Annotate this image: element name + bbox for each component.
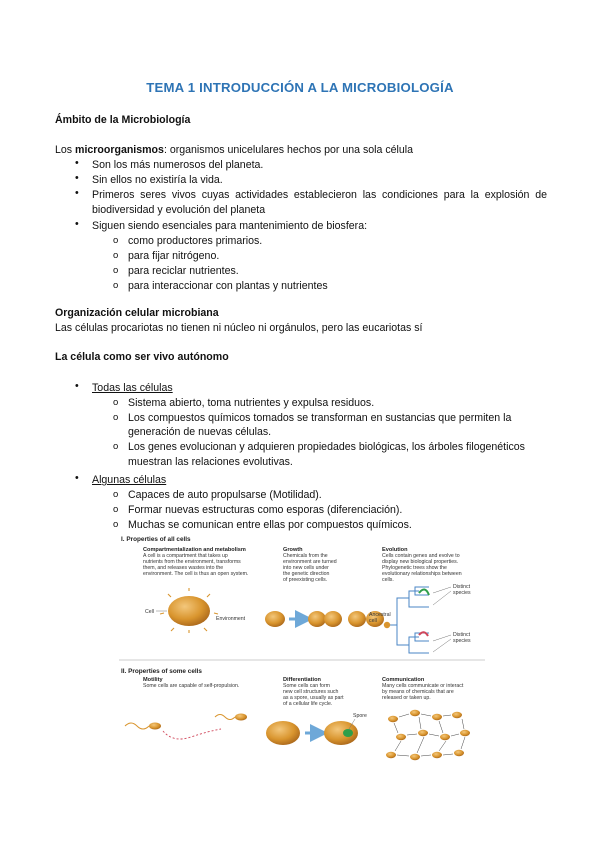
sub-item: para fijar nitrógeno. (128, 250, 220, 262)
panel-growth-text: of preexisting cells. (283, 577, 328, 583)
sub-item-continuation: muestran las relaciones evolutivas. (128, 456, 293, 468)
panel-compartment-text: them, and releases wastes into the (143, 565, 224, 571)
panel-differentiation-text: as a spore, usually as part (283, 695, 344, 701)
sub-marker: o (113, 397, 119, 408)
section-text-organization: Las células procariotas no tienen ni núcleo ni orgánulos, pero las eucariotas sí (55, 322, 423, 334)
panel-compartment-text: environment. The cell is thus an open system. (143, 571, 249, 577)
sub-marker: o (113, 504, 119, 515)
panel-evolution-heading: Evolution (382, 547, 408, 553)
panel-compartment-text: nutrients from the environment, transforms (143, 559, 241, 565)
label-distinct-species: Distinct (453, 584, 471, 590)
bullet-item: Primeros seres vivos cuyas actividades establecieron las condiciones para la explosión de (92, 189, 547, 201)
sub-marker: o (113, 235, 119, 246)
group-label: Todas las células (92, 382, 173, 394)
panel-communication-text: by means of chemicals that are (382, 689, 454, 695)
group-all-cells (92, 381, 173, 395)
sub-item: para reciclar nutrientes. (128, 265, 239, 277)
panel-communication-heading: Communication (382, 677, 425, 683)
panel-growth-heading: Growth (283, 547, 303, 553)
bullet-marker: • (75, 472, 79, 484)
bullet-marker: • (75, 380, 79, 392)
sub-item: Muchas se comunican entre ellas por compuestos químicos. (128, 519, 412, 531)
panel-growth-text: the genetic direction (283, 571, 330, 577)
bullet-item: Son los más numerosos del planeta. (92, 159, 264, 171)
panel-communication-text: released or taken up. (382, 695, 431, 701)
panel-compartment-heading: Compartmentalization and metabolism (143, 547, 246, 553)
motility-illustration (125, 714, 247, 740)
section-heading-autonomous-cell: La célula como ser vivo autónomo (55, 351, 229, 363)
sub-marker: o (113, 250, 119, 261)
bullet-item: Sin ellos no existiría la vida. (92, 174, 223, 186)
sub-item-continuation: generación de nuevas células. (128, 426, 272, 438)
label-cell: Cell (145, 609, 154, 615)
phylogenetic-tree (387, 587, 429, 653)
section-heading-scope: Ámbito de la Microbiología (55, 114, 191, 126)
sub-marker: o (113, 412, 119, 423)
bullet-marker: • (75, 187, 79, 199)
panel-motility-heading: Motility (143, 677, 163, 683)
sub-item: para interaccionar con plantas y nutrientes (128, 280, 328, 292)
bullet-marker: • (75, 157, 79, 169)
label-ancestral: Ancestral (369, 612, 391, 618)
panel-growth-text: environment are turned (283, 559, 337, 565)
intro-prefix: Los (55, 144, 76, 156)
communication-illustration (386, 710, 470, 760)
sub-marker: o (113, 441, 119, 452)
sub-item: Sistema abierto, toma nutrientes y expulsa residuos. (128, 397, 375, 409)
group-label: Algunas células (92, 474, 167, 486)
spore-icon (343, 729, 353, 737)
label-environment: Environment (216, 616, 246, 622)
label-distinct-species: species (453, 590, 471, 596)
microorganisms-definition (55, 143, 413, 157)
panel-evolution-text: evolutionary relationships between (382, 571, 462, 577)
panel-growth-text: Chemicals from the (283, 553, 328, 559)
label-distinct-species: species (453, 638, 471, 644)
label-ancestral: cell (369, 618, 377, 624)
panel-differentiation-text: new cell structures such (283, 689, 339, 695)
figure-part1-title: I. Properties of all cells (121, 536, 191, 543)
panel-evolution-text: Cells contain genes and evolve to (382, 553, 460, 559)
label-spore: Spore (353, 713, 367, 719)
panel-compartment-text: A cell is a compartment that takes up (143, 553, 228, 559)
panel-differentiation-text: Some cells can form (283, 683, 330, 689)
group-some-cells (92, 473, 166, 487)
sub-marker: o (113, 519, 119, 530)
label-distinct-species: Distinct (453, 632, 471, 638)
panel-differentiation-text: of a cellular life cycle. (283, 701, 333, 707)
growth-sequence (265, 611, 384, 627)
bullet-marker: • (75, 218, 79, 230)
panel-motility-text: Some cells are capable of self-propulsion. (143, 683, 240, 689)
bullet-item-continuation: biodiversidad y evolución del planeta (92, 204, 266, 216)
cell-properties-figure (119, 533, 487, 778)
sub-marker: o (113, 265, 119, 276)
sub-item: Los compuestos químicos tomados se transforman en sustancias que permiten la (128, 412, 512, 424)
sub-item: Los genes evolucionan y adquieren propiedades biológicas, los árboles filogenéticos (128, 441, 525, 453)
sub-item: como productores primarios. (128, 235, 263, 247)
ancestral-cell-icon (384, 622, 390, 628)
bullet-marker: • (75, 172, 79, 184)
sub-item: Formar nuevas estructuras como esporas (diferenciación). (128, 504, 403, 516)
term-microorganisms: microorganismos (75, 144, 164, 156)
section-heading-organization: Organización celular microbiana (55, 307, 219, 319)
page-title: TEMA 1 INTRODUCCIÓN A LA MICROBIOLOGÍA (146, 80, 454, 95)
differentiation-illustration (266, 721, 358, 745)
panel-growth-text: into new cells under (283, 565, 329, 571)
panel-evolution-text: cells. (382, 577, 394, 583)
figure-part2-title: II. Properties of some cells (121, 668, 202, 675)
sub-marker: o (113, 280, 119, 291)
sub-marker: o (113, 489, 119, 500)
open-system-cell (160, 588, 218, 633)
sub-item: Capaces de auto propulsarse (Motilidad). (128, 489, 322, 501)
panel-evolution-text: display new biological properties. (382, 559, 459, 565)
panel-differentiation-heading: Differentiation (283, 677, 321, 683)
intro-suffix: : organismos unicelulares hechos por una sola célula (163, 144, 414, 156)
bullet-item: Siguen siendo esenciales para mantenimiento de biosfera: (92, 220, 368, 232)
panel-evolution-text: Phylogenetic trees show the (382, 565, 447, 571)
panel-communication-text: Many cells communicate or interact (382, 683, 464, 689)
